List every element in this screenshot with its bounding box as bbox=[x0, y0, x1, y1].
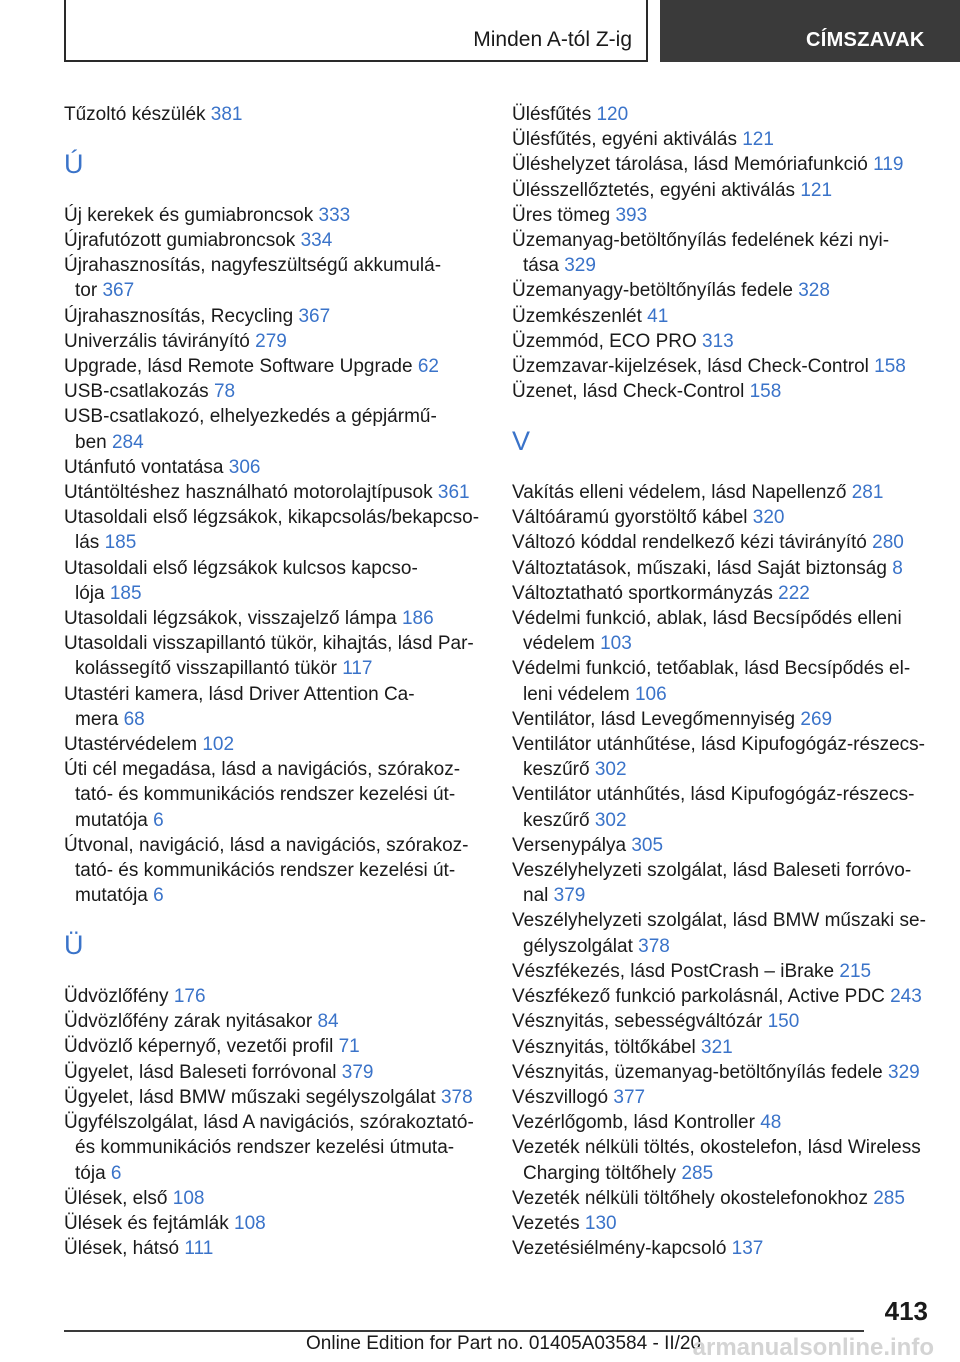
index-entry bbox=[64, 102, 484, 127]
index-entry-text: tása bbox=[523, 255, 559, 277]
page-reference-link[interactable]: 120 bbox=[596, 104, 629, 125]
index-entry-text: Veszélyhelyzeti szolgálat, lásd BMW műszaki se- bbox=[512, 910, 926, 932]
index-entry-text: Tűzoltó készülék bbox=[64, 104, 206, 125]
index-entry-text: Újrafutózott gumiabroncsok bbox=[64, 230, 296, 251]
index-entry bbox=[64, 329, 484, 354]
index-entry bbox=[512, 908, 942, 958]
index-entry-text: Üzemanyag-betöltőnyílás fedelének kézi nyi- bbox=[512, 230, 890, 252]
page-reference-link[interactable]: 333 bbox=[318, 204, 351, 226]
index-entry-text: Üdvözlőfény bbox=[64, 986, 169, 1008]
index-entry-text: Változó kóddal rendelkező kézi távirányító bbox=[512, 532, 867, 554]
index-letter-heading: Ú bbox=[64, 149, 84, 180]
index-entry-text: Univerzális távirányító bbox=[64, 330, 250, 352]
index-entry-text: Charging töltőhely bbox=[523, 1162, 677, 1184]
index-entry-text: Utastéri kamera, lásd Driver Attention Ca- bbox=[64, 683, 415, 705]
index-entry bbox=[512, 379, 942, 404]
page-reference-link[interactable]: 103 bbox=[600, 633, 632, 655]
index-entry-text: Ülések, első bbox=[64, 1187, 168, 1209]
index-entry bbox=[512, 1085, 942, 1110]
page-reference-link[interactable]: 185 bbox=[104, 532, 137, 554]
index-entry-text: mera bbox=[75, 708, 119, 730]
index-entry-text: Utasoldali első légzsákok, kikapcsolás/bekapcso- bbox=[64, 507, 480, 529]
index-entry-text: Vészfékezés, lásd PostCrash – iBrake bbox=[512, 960, 835, 982]
page-reference-link[interactable]: 281 bbox=[851, 482, 884, 504]
page-reference-link[interactable]: 176 bbox=[173, 986, 206, 1008]
page-reference-link[interactable]: 186 bbox=[401, 608, 434, 630]
page-reference-link[interactable]: 321 bbox=[701, 1036, 733, 1058]
index-entry-text: Úti cél megadása, lásd a navigációs, szórakoz- bbox=[64, 759, 461, 781]
page-reference-link[interactable]: 137 bbox=[731, 1238, 764, 1260]
index-entry-text: Vezetés bbox=[512, 1212, 580, 1234]
index-entry bbox=[512, 102, 942, 127]
page-reference-link[interactable]: 108 bbox=[234, 1212, 266, 1234]
page-reference-link[interactable]: 328 bbox=[798, 280, 830, 302]
page-reference-link[interactable]: 379 bbox=[553, 885, 586, 907]
page-reference-link[interactable]: 158 bbox=[874, 356, 906, 378]
index-entry-text: Újrahasznosítás, nagyfeszültségű akkumulá- bbox=[64, 255, 442, 277]
index-entry-text: Üzemkészenlét bbox=[512, 305, 642, 327]
index-entry-text: Vezeték nélküli töltőhely okostelefonokhoz bbox=[512, 1187, 868, 1209]
page-reference-link[interactable]: 41 bbox=[647, 305, 669, 327]
index-entry bbox=[64, 1186, 484, 1211]
index-entry-text: Védelmi funkció, tetőablak, lásd Becsípődés el- bbox=[512, 658, 911, 680]
index-entry-text: Ügyelet, lásd Baleseti forróvonal bbox=[64, 1061, 337, 1083]
index-entry-text: tója bbox=[75, 1162, 106, 1184]
index-entry-text: és kommunikációs rendszer kezelési útmuta- bbox=[75, 1137, 455, 1159]
index-entry bbox=[512, 278, 942, 303]
index-entry bbox=[512, 606, 942, 656]
index-entry bbox=[512, 505, 942, 530]
section-tab-label: CÍMSZAVAK bbox=[806, 29, 925, 51]
page-reference-link[interactable]: 6 bbox=[110, 1162, 122, 1184]
page-reference-link[interactable]: 306 bbox=[228, 456, 261, 478]
index-entry-text: Ülések, hátsó bbox=[64, 1238, 180, 1260]
index-entry-text: Újrahasznosítás, Recycling bbox=[64, 305, 294, 327]
index-letter-heading: Ü bbox=[64, 930, 84, 961]
page-reference-link[interactable]: 119 bbox=[873, 154, 904, 176]
page-reference-link[interactable]: 215 bbox=[839, 960, 872, 982]
index-entry bbox=[64, 1009, 484, 1034]
page-reference-link[interactable]: 367 bbox=[102, 280, 135, 302]
index-entry bbox=[64, 833, 484, 909]
index-entry-text: Új kerekek és gumiabroncsok bbox=[64, 204, 314, 226]
index-entry bbox=[512, 1060, 942, 1085]
page-reference-link[interactable]: 379 bbox=[341, 1061, 374, 1083]
page-reference-link[interactable]: 269 bbox=[800, 708, 833, 730]
index-entry-text: védelem bbox=[523, 633, 595, 655]
header-box bbox=[64, 0, 648, 62]
page-reference-link[interactable]: 243 bbox=[890, 986, 922, 1008]
index-entry-text: Üzenet, lásd Check-Control bbox=[512, 381, 745, 403]
index-entry bbox=[64, 1236, 484, 1261]
index-entry-text: nal bbox=[523, 885, 549, 907]
index-entry-text: mutatója bbox=[75, 809, 148, 831]
index-entry bbox=[512, 732, 942, 782]
page-reference-link[interactable]: 130 bbox=[584, 1212, 617, 1234]
header-title: Minden A-tól Z-ig bbox=[473, 28, 632, 51]
index-entry-text: USB-csatlakozás bbox=[64, 381, 209, 403]
page-reference-link[interactable]: 285 bbox=[681, 1162, 714, 1184]
index-entry bbox=[512, 656, 942, 706]
index-entry-text: Vezeték nélküli töltés, okostelefon, lásd Wireless bbox=[512, 1137, 921, 1159]
index-entry-text: Utánfutó vontatása bbox=[64, 456, 224, 478]
watermark: armanualsonline.info bbox=[692, 1334, 934, 1361]
index-entry-text: Veszélyhelyzeti szolgálat, lásd Baleseti forróvo- bbox=[512, 860, 912, 882]
index-entry bbox=[512, 1135, 942, 1185]
index-entry bbox=[512, 1211, 942, 1236]
index-entry-text: Utastérvédelem bbox=[64, 734, 198, 756]
page-reference-link[interactable]: 117 bbox=[342, 658, 373, 680]
page-reference-link[interactable]: 102 bbox=[202, 734, 235, 756]
page-reference-link[interactable]: 285 bbox=[873, 1187, 905, 1209]
index-entry-text: Ventilátor utánhűtés, lásd Kipufogógáz-részecs- bbox=[512, 784, 915, 806]
index-entry bbox=[64, 1034, 484, 1059]
index-entry-text: Vészfékező funkció parkolásnál, Active PDC bbox=[512, 986, 885, 1008]
page-reference-link[interactable]: 377 bbox=[613, 1086, 646, 1108]
index-entry bbox=[512, 304, 942, 329]
index-entry-text: Üzemanyagy-betöltőnyílás fedele bbox=[512, 280, 793, 302]
index-entry bbox=[512, 858, 942, 908]
index-entry-text: lás bbox=[75, 532, 100, 554]
index-entry-text: Ülések és fejtámlák bbox=[64, 1212, 229, 1234]
index-entry bbox=[64, 203, 484, 228]
index-entry-text: Vakítás elleni védelem, lásd Napellenző bbox=[512, 482, 847, 504]
index-entry-text: USB-csatlakozó, elhelyezkedés a gépjármű- bbox=[64, 406, 437, 428]
index-column-left bbox=[64, 102, 484, 1261]
footer-divider bbox=[64, 1330, 864, 1332]
page-reference-link[interactable]: 320 bbox=[752, 507, 785, 529]
index-entry-text: Vezérlőgomb, lásd Kontroller bbox=[512, 1112, 755, 1134]
index-entry-text: Ventilátor utánhűtése, lásd Kipufogógáz-részecs- bbox=[512, 734, 925, 756]
page-reference-link[interactable]: 302 bbox=[594, 759, 627, 781]
index-entry bbox=[64, 682, 484, 732]
index-entry bbox=[64, 253, 484, 303]
index-entry-text: keszűrő bbox=[523, 809, 590, 831]
index-entry bbox=[64, 1060, 484, 1085]
page-reference-link[interactable]: 367 bbox=[298, 305, 331, 327]
index-entry bbox=[512, 329, 942, 354]
page-reference-link[interactable]: 106 bbox=[634, 683, 667, 705]
page-number: 413 bbox=[884, 1296, 928, 1326]
page-reference-link[interactable]: 329 bbox=[564, 255, 596, 277]
page-reference-link[interactable]: 329 bbox=[888, 1061, 920, 1083]
index-entry-text: Utasoldali légzsákok, visszajelző lámpa bbox=[64, 608, 397, 630]
index-entry-text: Üdvözlő képernyő, vezetői profil bbox=[64, 1036, 334, 1058]
index-entry-text: Üzemzavar-kijelzések, lásd Check-Control bbox=[512, 356, 869, 378]
index-entry bbox=[512, 707, 942, 732]
page-reference-link[interactable]: 158 bbox=[749, 381, 782, 403]
index-entry-text: Üres tömeg bbox=[512, 204, 611, 226]
index-entry-text: Változtatások, műszaki, lásd Saját biztonság bbox=[512, 557, 887, 579]
page-reference-link[interactable]: 381 bbox=[210, 104, 243, 125]
index-entry-text: Váltóáramú gyorstöltő kábel bbox=[512, 507, 748, 529]
index-entry bbox=[512, 152, 942, 177]
index-entry-text: Vésznyitás, töltőkábel bbox=[512, 1036, 696, 1058]
edition-text: Online Edition for Part no. 01405A03584 - II/20 bbox=[306, 1333, 702, 1354]
index-entry bbox=[64, 984, 484, 1009]
index-entry bbox=[512, 833, 942, 858]
page-reference-link[interactable]: 361 bbox=[437, 482, 470, 504]
index-entry bbox=[512, 127, 942, 152]
index-entry-text: Üléshelyzet tárolása, lásd Memóriafunkció bbox=[512, 154, 868, 176]
index-entry bbox=[512, 203, 942, 228]
page-reference-link[interactable]: 48 bbox=[760, 1112, 782, 1134]
index-column-right bbox=[512, 102, 942, 1261]
page-reference-link[interactable]: 111 bbox=[184, 1238, 214, 1260]
page-reference-link[interactable]: 185 bbox=[109, 582, 142, 604]
page-reference-link[interactable]: 6 bbox=[153, 885, 164, 907]
index-entry bbox=[512, 782, 942, 832]
section-tab bbox=[660, 0, 960, 62]
index-entry-text: lója bbox=[75, 582, 105, 604]
index-entry-text: tató- és kommunikációs rendszer kezelési út- bbox=[75, 784, 456, 806]
index-entry-text: leni védelem bbox=[523, 683, 630, 705]
index-entry bbox=[64, 379, 484, 404]
index-entry-text: Ülésszellőztetés, egyéni aktiválás bbox=[512, 179, 796, 201]
index-entry bbox=[512, 178, 942, 203]
index-entry bbox=[512, 1035, 942, 1060]
index-entry-text: Utasoldali visszapillantó tükör, kihajtás, lásd Par- bbox=[64, 633, 474, 655]
index-entry bbox=[512, 556, 942, 581]
index-entry bbox=[64, 304, 484, 329]
index-entry bbox=[64, 480, 484, 505]
page-reference-link[interactable]: 313 bbox=[702, 330, 734, 352]
index-entry bbox=[512, 480, 942, 505]
index-entry bbox=[64, 757, 484, 833]
index-entry-text: kolássegítő visszapillantó tükör bbox=[75, 658, 337, 680]
page-reference-link[interactable]: 150 bbox=[767, 1011, 800, 1033]
page-reference-link[interactable]: 8 bbox=[892, 557, 903, 579]
page-reference-link[interactable]: 6 bbox=[153, 809, 164, 831]
index-entry bbox=[64, 631, 484, 681]
index-entry-text: Vészvillogó bbox=[512, 1086, 609, 1108]
index-entry-text: ben bbox=[75, 431, 107, 453]
index-entry bbox=[512, 354, 942, 379]
index-entry-text: Védelmi funkció, ablak, lásd Becsípődés elleni bbox=[512, 608, 902, 630]
page-reference-link[interactable]: 378 bbox=[638, 935, 670, 957]
index-entry-text: Ülésfűtés bbox=[512, 104, 592, 125]
index-entry-text: Ügyfélszolgálat, lásd A navigációs, szórakoztató- bbox=[64, 1112, 474, 1134]
index-entry-text: Vésznyitás, üzemanyag-betöltőnyílás fedele bbox=[512, 1061, 883, 1083]
index-entry bbox=[512, 1110, 942, 1135]
index-entry bbox=[512, 530, 942, 555]
index-entry bbox=[64, 228, 484, 253]
index-entry bbox=[64, 354, 484, 379]
index-entry-text: tor bbox=[75, 280, 98, 302]
index-entry bbox=[512, 228, 942, 278]
page-reference-link[interactable]: 78 bbox=[213, 381, 236, 403]
page-reference-link[interactable]: 280 bbox=[872, 532, 904, 554]
index-entry-text: Ülésfűtés, egyéni aktiválás bbox=[512, 129, 737, 151]
page-reference-link[interactable]: 302 bbox=[594, 809, 627, 831]
index-entry-text: Versenypálya bbox=[512, 834, 627, 856]
page-reference-link[interactable]: 305 bbox=[631, 834, 664, 856]
index-entry-text: Változtatható sportkormányzás bbox=[512, 582, 773, 604]
index-entry bbox=[512, 1236, 942, 1261]
index-entry-text: tató- és kommunikációs rendszer kezelési út- bbox=[75, 860, 456, 882]
index-entry bbox=[64, 1085, 484, 1110]
index-entry bbox=[64, 606, 484, 631]
index-entry-text: Ventilátor, lásd Levegőmennyiség bbox=[512, 708, 796, 730]
index-entry bbox=[512, 984, 942, 1009]
page-reference-link[interactable]: 71 bbox=[338, 1036, 360, 1058]
index-entry bbox=[64, 1211, 484, 1236]
page-reference-link[interactable]: 62 bbox=[417, 356, 439, 378]
index-entry-text: Vezetésiélmény-kapcsoló bbox=[512, 1238, 727, 1260]
index-entry-text: Utasoldali első légzsákok kulcsos kapcso- bbox=[64, 557, 418, 579]
index-entry-text: Útvonal, navigáció, lásd a navigációs, szórakoz- bbox=[64, 834, 469, 856]
index-entry-text: Ügyelet, lásd BMW műszaki segélyszolgálat bbox=[64, 1086, 436, 1108]
index-entry bbox=[64, 1110, 484, 1186]
index-entry-text: keszűrő bbox=[523, 759, 590, 781]
page-reference-link[interactable]: 284 bbox=[111, 431, 144, 453]
page-reference-link[interactable]: 68 bbox=[123, 708, 145, 730]
index-entry-text: Utántöltéshez használható motorolajtípusok bbox=[64, 482, 433, 504]
index-entry bbox=[64, 505, 484, 555]
index-entry bbox=[64, 556, 484, 606]
index-entry-text: mutatója bbox=[75, 885, 148, 907]
index-entry-text: Üdvözlőfény zárak nyitásakor bbox=[64, 1011, 313, 1033]
index-entry bbox=[512, 959, 942, 984]
page-reference-link[interactable]: 222 bbox=[778, 582, 810, 604]
index-entry-text: gélyszolgálat bbox=[523, 935, 633, 957]
index-entry bbox=[512, 581, 942, 606]
page-reference-link[interactable]: 334 bbox=[300, 230, 333, 251]
page-reference-link[interactable]: 378 bbox=[440, 1086, 473, 1108]
page-reference-link[interactable]: 279 bbox=[255, 330, 287, 352]
index-entry bbox=[512, 1009, 942, 1034]
page-reference-link[interactable]: 393 bbox=[615, 204, 648, 226]
index-entry-text: Üzemmód, ECO PRO bbox=[512, 330, 697, 352]
index-entry bbox=[512, 1186, 942, 1211]
page-reference-link[interactable]: 108 bbox=[172, 1187, 205, 1209]
index-entry bbox=[64, 404, 484, 454]
page-reference-link[interactable]: 121 bbox=[742, 129, 774, 151]
page-reference-link[interactable]: 121 bbox=[800, 179, 833, 201]
index-entry bbox=[64, 455, 484, 480]
index-entry bbox=[64, 732, 484, 757]
page-reference-link[interactable]: 84 bbox=[317, 1011, 339, 1033]
index-letter-heading: V bbox=[512, 426, 531, 457]
index-entry-text: Upgrade, lásd Remote Software Upgrade bbox=[64, 356, 413, 378]
index-entry-text: Vésznyitás, sebességváltózár bbox=[512, 1011, 763, 1033]
